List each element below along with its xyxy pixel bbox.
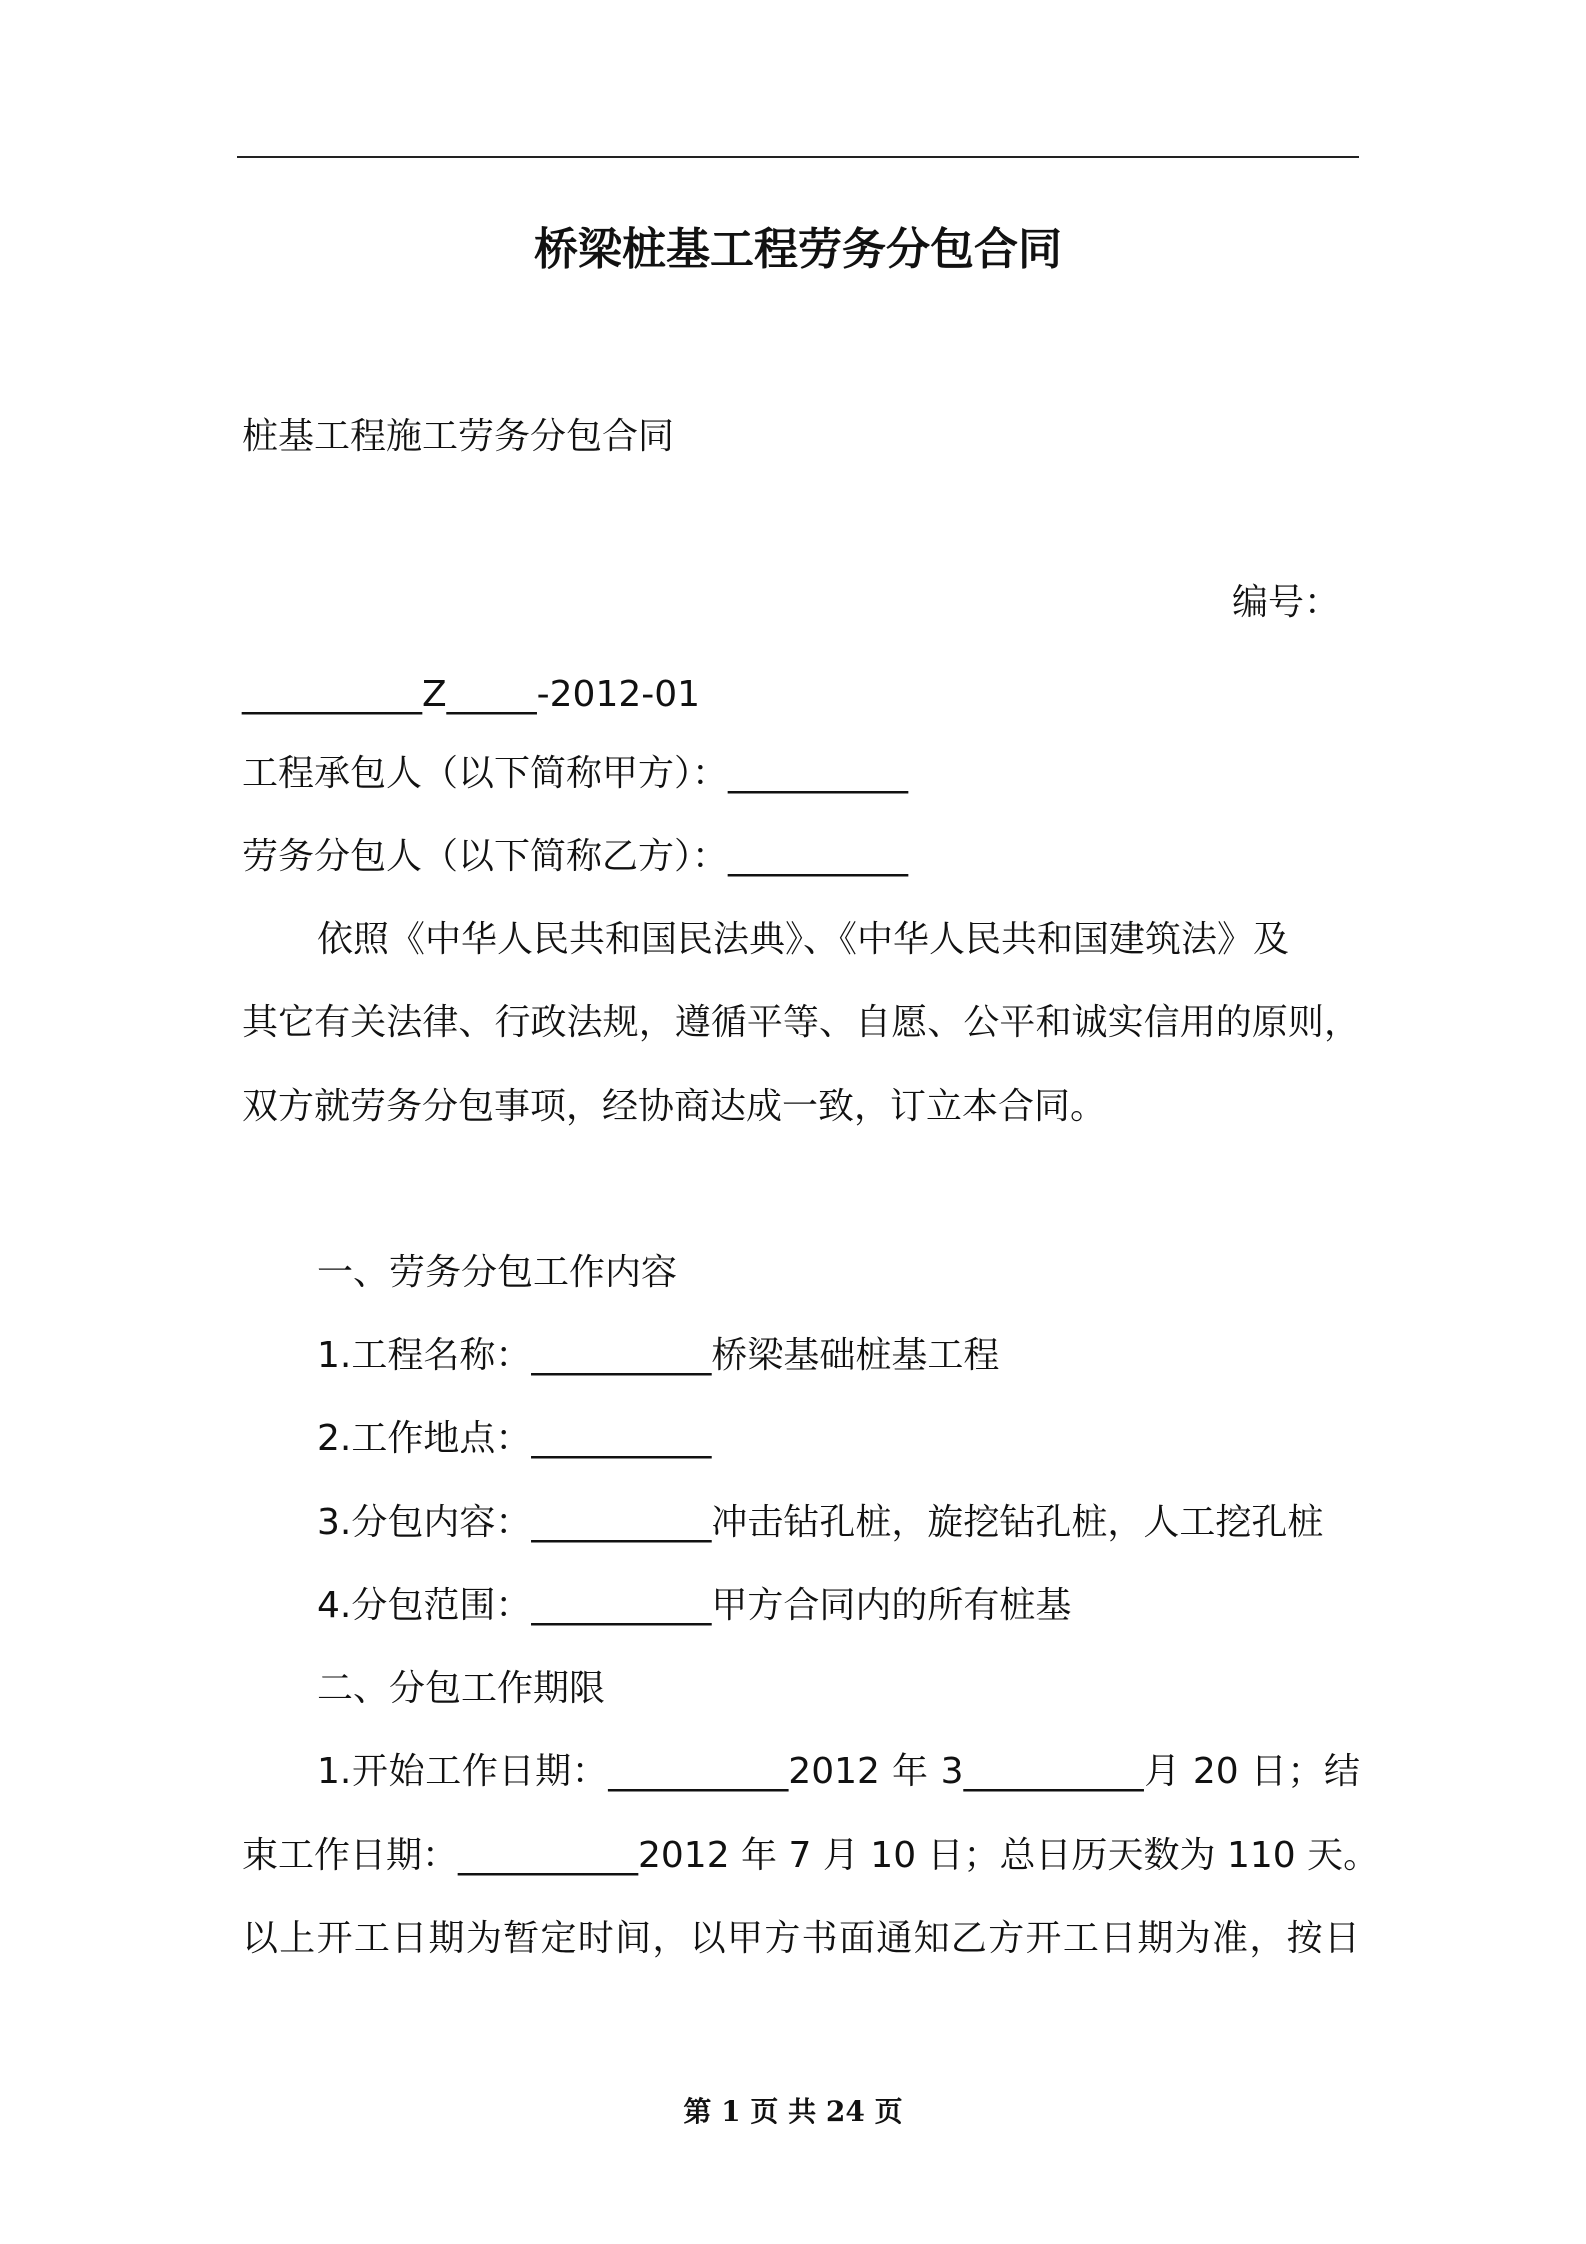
document-subtitle: 桩基工程施工劳务分包合同 [242, 416, 675, 457]
section2-line-1: 1.开始工作日期：__________2012 年 3__________月 20 日；结 [317, 1751, 1360, 1792]
section2-line-2: 束工作日期：__________2012 年 7 月 10 日；总日历天数为 110 天。 [242, 1835, 1380, 1876]
section1-item-2: 2.工作地点：__________ [317, 1418, 712, 1459]
section1-heading: 一、劳务分包工作内容 [317, 1252, 678, 1293]
document-title: 桥梁桩基工程劳务分包合同 [534, 224, 1062, 275]
section1-item-4: 4.分包范围：__________甲方合同内的所有桩基 [317, 1585, 1072, 1626]
contract-number-value: __________Z_____-2012-01 [242, 674, 701, 715]
preamble-line-1: 依照《中华人民共和国民法典》、《中华人民共和国建筑法》及 [317, 919, 1290, 960]
party-a-line: 工程承包人（以下简称甲方）：__________ [242, 753, 909, 794]
section1-item-1: 1.工程名称：__________桥梁基础桩基工程 [317, 1335, 1000, 1376]
preamble-line-3: 双方就劳务分包事项，经协商达成一致，订立本合同。 [242, 1086, 1107, 1127]
section2-line-3: 以上开工日期为暂定时间，以甲方书面通知乙方开工日期为准，按日 [242, 1918, 1360, 1959]
party-b-line: 劳务分包人（以下简称乙方）：__________ [242, 836, 909, 877]
page-number: 第 1 页 共 24 页 [683, 2095, 903, 2128]
section2-heading: 二、分包工作期限 [317, 1668, 606, 1709]
header-rule [237, 156, 1359, 158]
preamble-line-2: 其它有关法律、行政法规，遵循平等、自愿、公平和诚实信用的原则， [242, 1002, 1360, 1043]
contract-number-label: 编号： [1231, 582, 1340, 623]
section1-item-3: 3.分包内容：__________冲击钻孔桩，旋挖钻孔桩，人工挖孔桩 [317, 1502, 1324, 1543]
